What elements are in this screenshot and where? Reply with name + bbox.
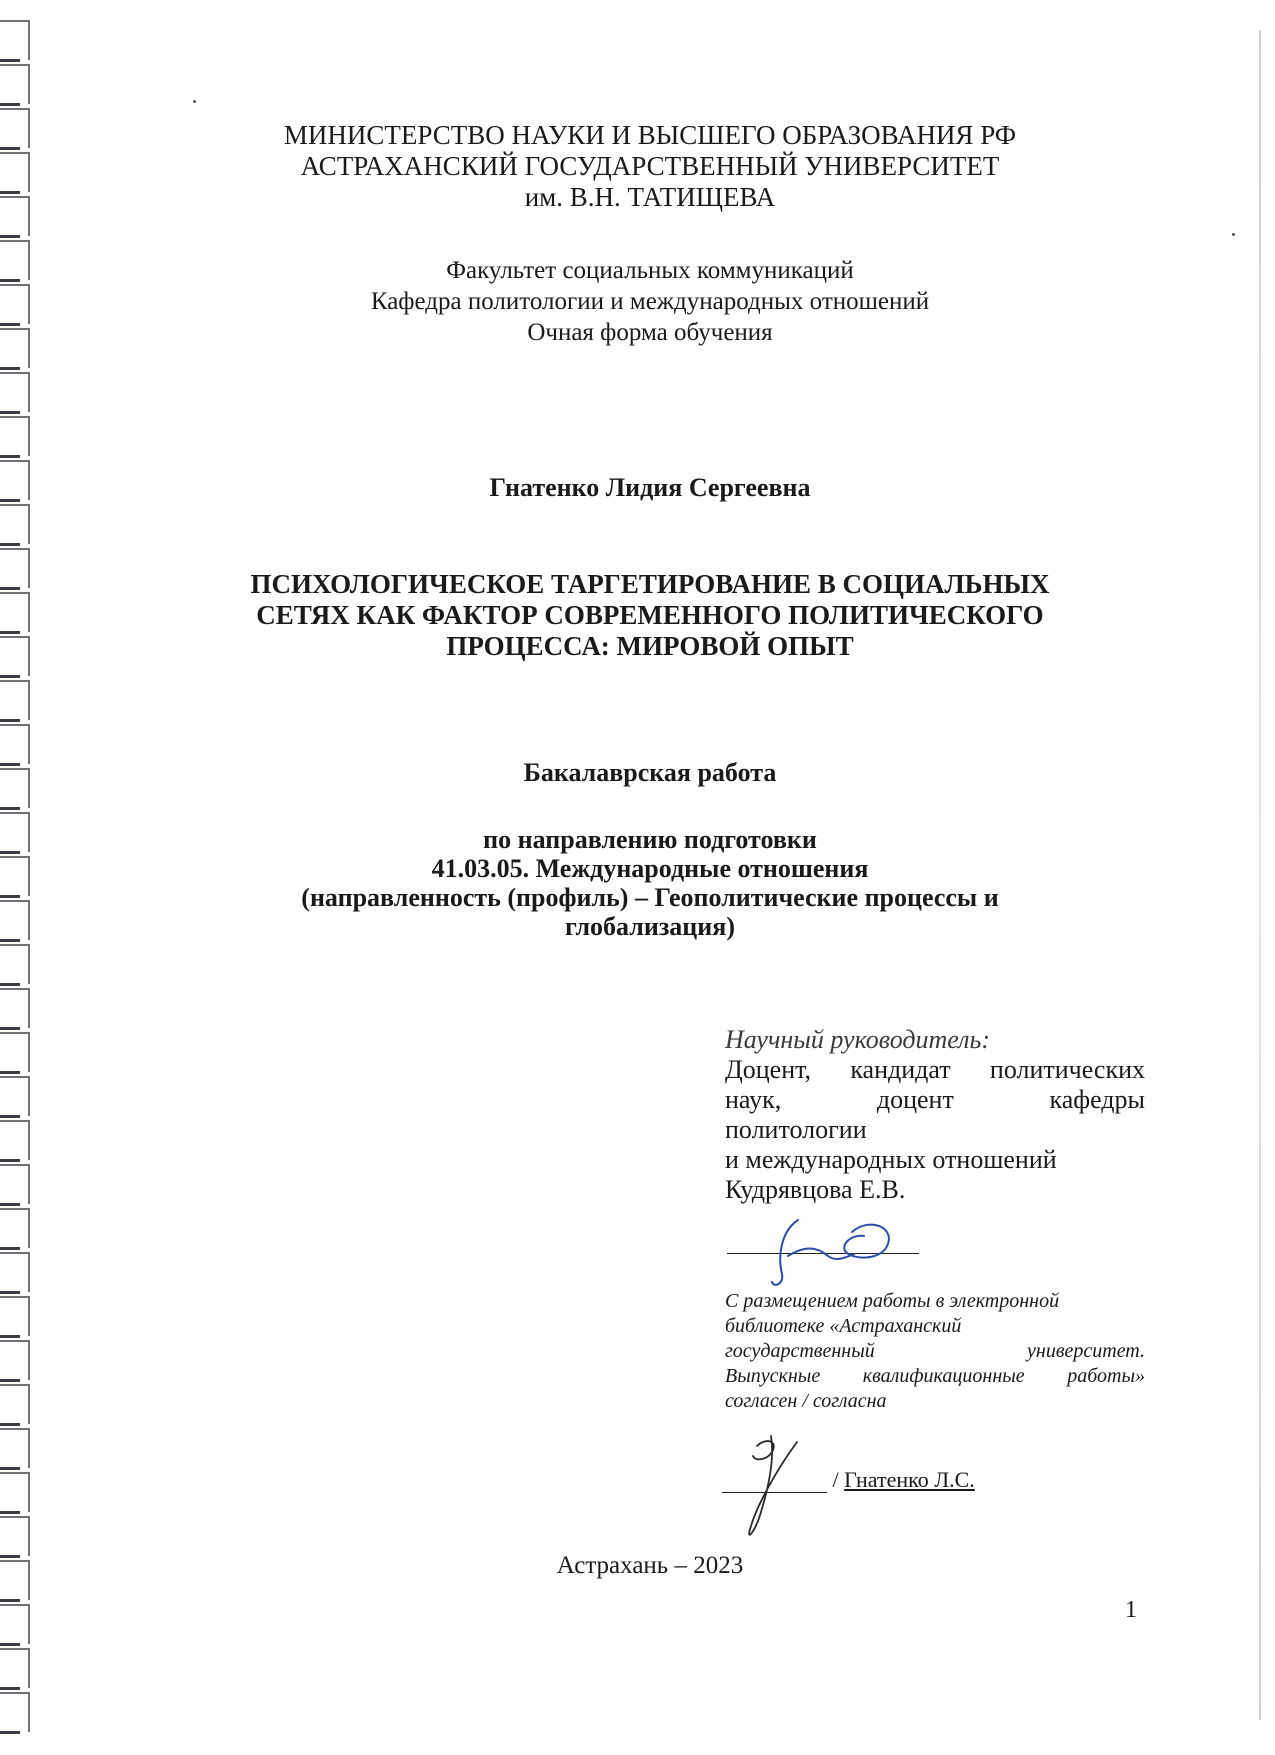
consent-line: согласен / согласна [725, 1390, 887, 1412]
consent-line [725, 1364, 1145, 1389]
binding-tooth [0, 1692, 30, 1732]
student-signature-line [722, 1492, 827, 1493]
direction-line: 41.03.05. Международные отношения [431, 854, 869, 883]
library-consent [725, 1289, 1145, 1414]
supervisor-position-line [725, 1085, 1145, 1115]
direction-line: по направлению подготовки [483, 825, 817, 854]
binding-tooth [0, 900, 30, 940]
binding-tooth [0, 284, 30, 324]
scan-speck [1232, 233, 1235, 236]
binding-tooth [0, 1472, 30, 1512]
faculty-block [200, 255, 1100, 348]
consent-line [725, 1339, 1145, 1364]
consent-word: работы» [1067, 1365, 1145, 1387]
direction-line: (направленность (профиль) – Геополитические процессы и [301, 883, 999, 912]
university-line: АСТРАХАНСКИЙ ГОСУДАРСТВЕННЫЙ УНИВЕРСИТЕТ [300, 151, 1000, 181]
supervisor-label: Научный руководитель: [725, 1025, 991, 1054]
supervisor-word: Доцент, [725, 1055, 812, 1084]
binding-tooth [0, 724, 30, 764]
binding-tooth [0, 240, 30, 280]
binding-tooth [0, 1296, 30, 1336]
binding-tooth [0, 1560, 30, 1600]
binding-tooth [0, 1516, 30, 1556]
binding-tooth [0, 328, 30, 368]
supervisor-block [725, 1025, 1145, 1205]
title-line: ПРОЦЕССА: МИРОВОЙ ОПЫТ [446, 631, 854, 661]
supervisor-word: наук, [725, 1085, 782, 1114]
supervisor-word: политических [989, 1055, 1145, 1084]
scan-speck [193, 100, 196, 103]
title-line: СЕТЯХ КАК ФАКТОР СОВРЕМЕННОГО ПОЛИТИЧЕСКОГО [256, 600, 1044, 630]
binding-tooth [0, 504, 30, 544]
binding-tooth [0, 812, 30, 852]
ministry-line: МИНИСТЕРСТВО НАУКИ И ВЫСШЕГО ОБРАЗОВАНИЯ РФ [283, 120, 1017, 150]
page-edge-shadow [1259, 30, 1261, 1720]
consent-word: университет. [1027, 1340, 1145, 1362]
supervisor-name: Кудрявцова Е.В. [725, 1175, 906, 1204]
binding-tooth [0, 636, 30, 676]
supervisor-signature [770, 1212, 900, 1292]
supervisor-word: доцент [876, 1085, 954, 1114]
binding-tooth [0, 416, 30, 456]
signature-separator: / [832, 1467, 839, 1492]
binding-tooth [0, 196, 30, 236]
consent-word: государственный [725, 1340, 875, 1362]
consent-word: Выпускные [725, 1365, 821, 1387]
binding-tooth [0, 108, 30, 148]
binding-tooth [0, 1604, 30, 1644]
binding-tooth [0, 1032, 30, 1072]
faculty-line: Факультет социальных коммуникаций [446, 257, 854, 284]
supervisor-position-line: и международных отношений [725, 1145, 1057, 1174]
author-name: Гнатенко Лидия Сергеевна [489, 473, 811, 502]
supervisor-word: кафедры [1049, 1085, 1145, 1114]
ministry-header [200, 120, 1100, 213]
thesis-title [200, 569, 1100, 662]
binding-tooth [0, 64, 30, 104]
binding-tooth [0, 1208, 30, 1248]
consent-line: С размещением работы в электронной [725, 1290, 1060, 1312]
binding-tooth [0, 152, 30, 192]
binding-tooth [0, 944, 30, 984]
binding-tooth [0, 1428, 30, 1468]
supervisor-position-line: политологии [725, 1115, 867, 1144]
binding-tooth [0, 768, 30, 808]
binding-tooth [0, 460, 30, 500]
consent-line: библиотеке «Астраханский [725, 1315, 962, 1337]
spiral-binding [0, 0, 40, 1755]
consent-word: квалификационные [862, 1365, 1025, 1387]
binding-tooth [0, 1340, 30, 1380]
student-signature [735, 1432, 805, 1562]
binding-tooth [0, 548, 30, 588]
study-direction [200, 825, 1100, 941]
binding-tooth [0, 1252, 30, 1292]
work-type: Бакалаврская работа [523, 758, 777, 787]
direction-line: глобализация) [564, 912, 735, 941]
binding-tooth [0, 1648, 30, 1688]
department-line: Кафедра политологии и международных отношений [370, 288, 930, 315]
binding-tooth [0, 372, 30, 412]
student-name: Гнатенко Л.С. [844, 1467, 975, 1492]
binding-tooth [0, 856, 30, 896]
study-form-line: Очная форма обучения [527, 319, 773, 346]
page-number: 1 [1125, 1597, 1137, 1623]
binding-tooth [0, 680, 30, 720]
binding-tooth [0, 1076, 30, 1116]
university-name-line: им. В.Н. ТАТИЩЕВА [524, 182, 776, 212]
student-signature-row [722, 1467, 975, 1493]
binding-tooth [0, 1384, 30, 1424]
binding-tooth [0, 1120, 30, 1160]
binding-tooth [0, 20, 30, 60]
city-year: Астрахань – 2023 [556, 1552, 744, 1579]
binding-tooth [0, 592, 30, 632]
title-line: ПСИХОЛОГИЧЕСКОЕ ТАРГЕТИРОВАНИЕ В СОЦИАЛЬНЫХ [250, 569, 1050, 599]
binding-tooth [0, 1164, 30, 1204]
binding-tooth [0, 988, 30, 1028]
supervisor-word: кандидат [850, 1055, 951, 1084]
supervisor-position-line [725, 1055, 1145, 1085]
